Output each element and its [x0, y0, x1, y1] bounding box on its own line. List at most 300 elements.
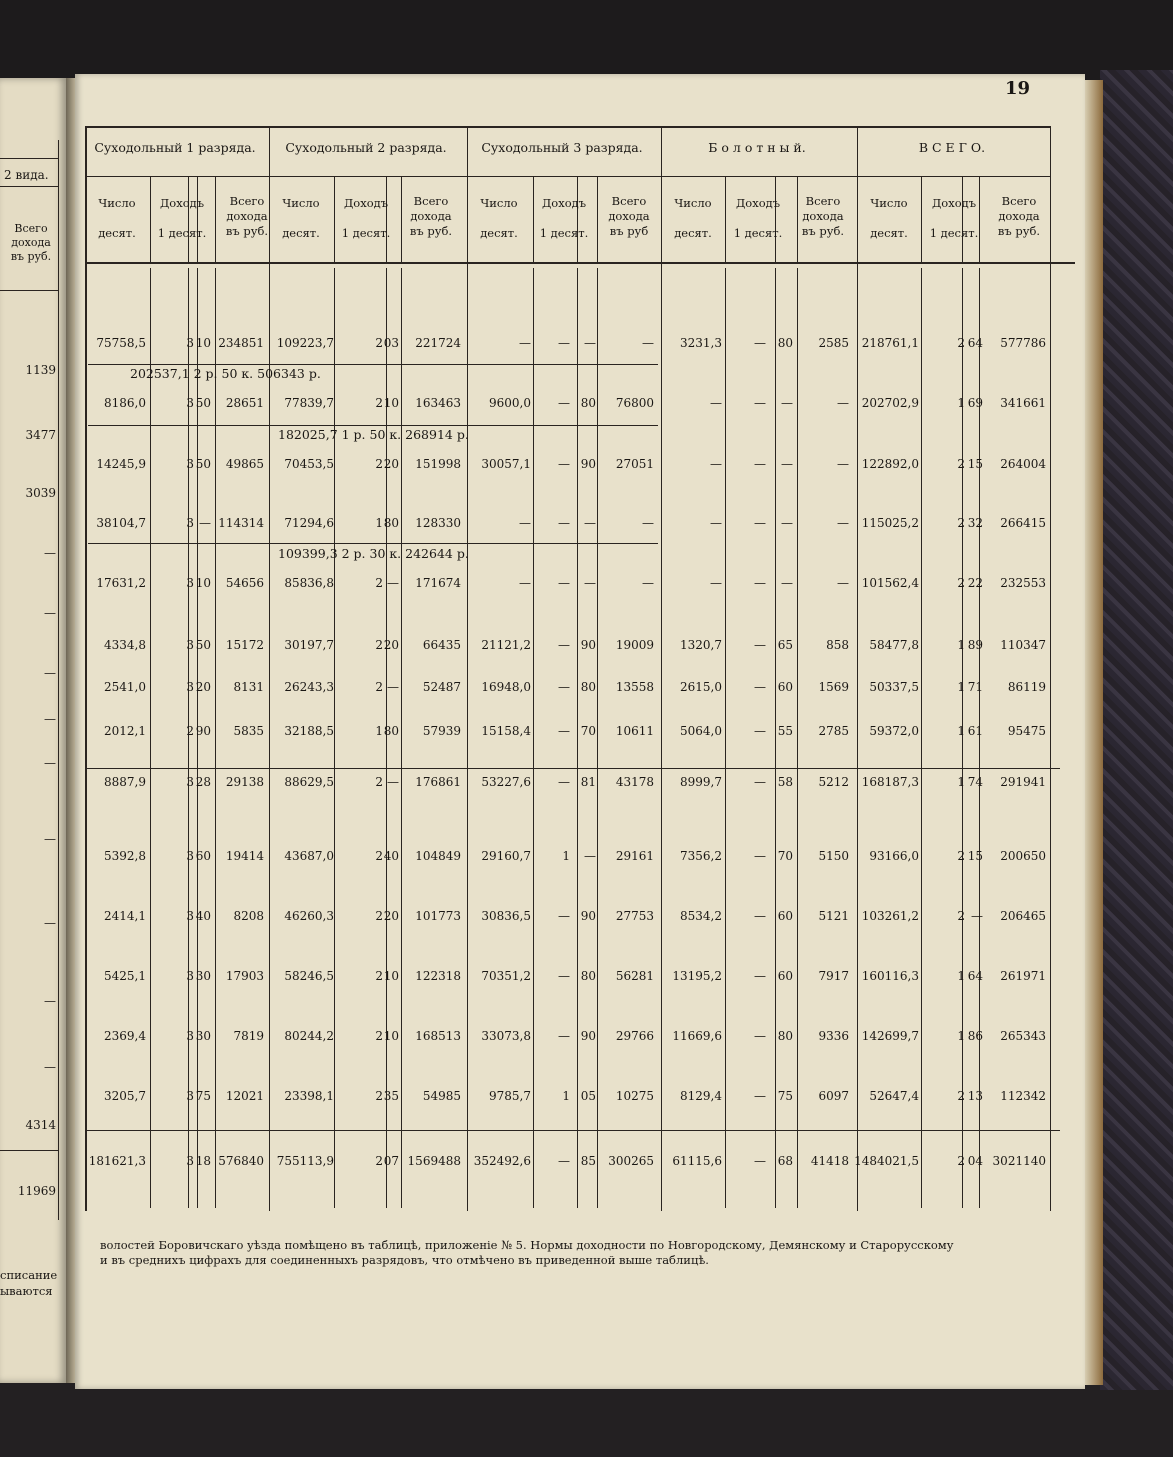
- table-cell: 86: [967, 1029, 983, 1043]
- table-cell: 95475: [1007, 724, 1046, 738]
- table-cell: 69: [967, 396, 983, 410]
- page-number: 19: [1005, 78, 1031, 99]
- table-cell: 2: [375, 909, 383, 923]
- table-cell: —: [387, 775, 399, 789]
- table-cell: 2414,1: [104, 909, 146, 923]
- table-cell: —: [642, 576, 654, 590]
- count-unit-header: [85, 226, 149, 241]
- count-header-line: Число: [674, 196, 712, 210]
- table-cell: 10611: [615, 724, 654, 738]
- total-income-header-line: Всего: [805, 194, 841, 208]
- table-cell: 10275: [615, 1089, 654, 1103]
- page-edge: [1085, 80, 1103, 1385]
- table-cell: 3021140: [992, 1154, 1046, 1168]
- table-cell: 75: [777, 1089, 793, 1103]
- table-cell: 30836,5: [481, 909, 531, 923]
- table-cell: 221724: [415, 336, 461, 350]
- table-cell: —: [558, 724, 570, 738]
- count-header-line: Число: [870, 196, 908, 210]
- table-cell: 2: [375, 396, 383, 410]
- table-cell: 07: [383, 1154, 399, 1168]
- table-cell: 8129,4: [680, 1089, 722, 1103]
- left-rule: [0, 186, 58, 187]
- table-cell: —: [558, 336, 570, 350]
- table-vrule: [775, 176, 776, 262]
- total-income-header: [399, 194, 463, 239]
- table-cell: 3: [186, 336, 194, 350]
- table-cell: 3: [186, 457, 194, 471]
- table-cell: 2: [375, 336, 383, 350]
- table-cell: 10: [383, 396, 399, 410]
- table-cell: 341661: [1000, 396, 1046, 410]
- table-cell: 38104,7: [96, 516, 146, 530]
- table-cell: 30057,1: [481, 457, 531, 471]
- table-cell: 2012,1: [104, 724, 146, 738]
- table-cell: 4334,8: [104, 638, 146, 652]
- table-cell: 103261,2: [861, 909, 919, 923]
- table-vrule: [979, 176, 980, 262]
- table-cell: 1320,7: [680, 638, 722, 652]
- table-cell: —: [584, 849, 596, 863]
- left-value: —: [44, 712, 56, 726]
- income-header: [533, 196, 595, 211]
- table-cell: 40: [383, 849, 399, 863]
- table-cell: —: [710, 457, 722, 471]
- total-income-header-line: Всего: [413, 194, 449, 208]
- total-income-header: [987, 194, 1051, 239]
- table-cell: 17903: [225, 969, 264, 983]
- table-cell: 352492,6: [473, 1154, 531, 1168]
- table-cell: 160116,3: [861, 969, 919, 983]
- table-cell: —: [754, 969, 766, 983]
- group-header-dry3: Суходольный 3 разряда.: [481, 140, 643, 155]
- total-income-header-line: дохода: [226, 209, 268, 223]
- table-cell: 21121,2: [481, 638, 531, 652]
- table-hrule: [85, 176, 1050, 177]
- table-cell: 3: [186, 969, 194, 983]
- left-bottom-line: списание: [0, 1268, 58, 1282]
- table-cell: 19009: [615, 638, 654, 652]
- table-cell: 60: [195, 849, 211, 863]
- left-value: 11969: [17, 1184, 56, 1198]
- table-cell: 30: [195, 969, 211, 983]
- table-cell: 2: [375, 1154, 383, 1168]
- table-cell: 109223,7: [276, 336, 334, 350]
- table-cell: 85836,8: [284, 576, 334, 590]
- table-cell: 7917: [818, 969, 849, 983]
- left-col-label-1: Всего: [14, 222, 48, 235]
- table-cell: 6097: [818, 1089, 849, 1103]
- table-vrule: [533, 176, 534, 262]
- table-cell: 3: [186, 1154, 194, 1168]
- table-cell: 46260,3: [284, 909, 334, 923]
- table-cell: 5121: [818, 909, 849, 923]
- table-cell: 2: [375, 969, 383, 983]
- table-cell: 60: [777, 909, 793, 923]
- table-cell: 200650: [1000, 849, 1046, 863]
- table-hrule: [85, 126, 1050, 128]
- table-cell: 15: [967, 849, 983, 863]
- table-cell: 2: [375, 775, 383, 789]
- table-cell: 27753: [615, 909, 654, 923]
- table-cell: 60: [777, 969, 793, 983]
- table-cell: 234851: [218, 336, 264, 350]
- count-header: [857, 196, 921, 211]
- table-cell: 58: [777, 775, 793, 789]
- table-cell: 9785,7: [489, 1089, 531, 1103]
- table-cell: 5425,1: [104, 969, 146, 983]
- table-cell: 14245,9: [96, 457, 146, 471]
- table-cell: 77839,7: [284, 396, 334, 410]
- table-cell: 05: [580, 1089, 596, 1103]
- left-value: —: [44, 666, 56, 680]
- table-cell: —: [710, 576, 722, 590]
- left-rule: [0, 158, 58, 159]
- table-cell: 20: [383, 638, 399, 652]
- table-cell: 50337,5: [869, 680, 919, 694]
- count-header: [467, 196, 531, 211]
- table-cell: 20: [383, 909, 399, 923]
- income-unit-header: [727, 226, 789, 241]
- table-cell: 80: [777, 1029, 793, 1043]
- total-income-header-line: дохода: [410, 209, 452, 223]
- table-cell: —: [754, 775, 766, 789]
- table-hrule: [88, 425, 658, 426]
- table-cell: —: [642, 336, 654, 350]
- table-vrule: [1050, 126, 1051, 1211]
- left-value: —: [44, 756, 56, 770]
- table-hrule: [88, 364, 658, 365]
- table-cell: 27051: [615, 457, 654, 471]
- table-cell: 43178: [615, 775, 654, 789]
- total-income-header-line: въ руб.: [801, 224, 845, 238]
- table-cell: 122318: [415, 969, 461, 983]
- table-cell: 2: [375, 1089, 383, 1103]
- table-cell: 15172: [225, 638, 264, 652]
- table-cell: 19414: [225, 849, 264, 863]
- table-cell: 3: [186, 680, 194, 694]
- table-cell: 2785: [818, 724, 849, 738]
- table-cell: 104849: [415, 849, 461, 863]
- table-cell: 12021: [225, 1089, 264, 1103]
- table-cell: 86119: [1007, 680, 1046, 694]
- table-cell: —: [558, 516, 570, 530]
- left-col-label-2: дохода: [11, 236, 51, 249]
- total-income-header-line: дохода: [802, 209, 844, 223]
- income-unit-header: [923, 226, 985, 241]
- table-cell: 7356,2: [680, 849, 722, 863]
- table-cell: 29161: [615, 849, 654, 863]
- table-cell: 32188,5: [284, 724, 334, 738]
- table-cell: 41418: [810, 1154, 849, 1168]
- table-cell: 23398,1: [284, 1089, 334, 1103]
- table-cell: 50: [195, 638, 211, 652]
- table-cell: 3: [186, 775, 194, 789]
- table-cell: 858: [826, 638, 849, 652]
- table-cell: 54656: [225, 576, 264, 590]
- table-cell: 30: [195, 1029, 211, 1043]
- table-cell: 15158,4: [481, 724, 531, 738]
- table-cell: —: [558, 909, 570, 923]
- table-cell: 80: [383, 724, 399, 738]
- table-cell: —: [754, 516, 766, 530]
- table-cell: 80: [580, 680, 596, 694]
- table-cell: 206465: [1000, 909, 1046, 923]
- table-cell: 1: [957, 1029, 965, 1043]
- count-unit-header-line: десят.: [674, 226, 712, 240]
- table-cell: —: [558, 1154, 570, 1168]
- income-unit-header-line: 1 десят.: [539, 226, 589, 240]
- table-cell: 85: [580, 1154, 596, 1168]
- table-vrule: [188, 176, 189, 262]
- table-cell: 2: [957, 457, 965, 471]
- table-cell: 2369,4: [104, 1029, 146, 1043]
- table-cell: 2: [957, 336, 965, 350]
- table-cell: 1: [957, 969, 965, 983]
- table-cell: 2: [186, 724, 194, 738]
- table-cell: —: [971, 909, 983, 923]
- table-cell: 264004: [1000, 457, 1046, 471]
- count-header-line: Число: [480, 196, 518, 210]
- count-unit-header-line: десят.: [870, 226, 908, 240]
- table-cell: —: [754, 1089, 766, 1103]
- table-cell: 5835: [233, 724, 264, 738]
- table-cell: 168513: [415, 1029, 461, 1043]
- merged-row-label: 109399,3 2 р. 30 к. 242644 р.: [278, 546, 469, 561]
- group-header-dry2: Суходольный 2 разряда.: [285, 140, 447, 155]
- table-cell: —: [754, 1154, 766, 1168]
- count-unit-header-line: десят.: [98, 226, 136, 240]
- table-cell: 70: [777, 849, 793, 863]
- table-cell: 151998: [415, 457, 461, 471]
- table-cell: 112342: [1000, 1089, 1046, 1103]
- left-bottom-line: ываются: [0, 1284, 53, 1298]
- table-cell: —: [837, 576, 849, 590]
- table-cell: 8534,2: [680, 909, 722, 923]
- table-vrule: [857, 126, 858, 1211]
- table-cell: 90: [580, 457, 596, 471]
- count-unit-header-line: десят.: [480, 226, 518, 240]
- table-hrule: [88, 543, 658, 544]
- table-cell: 1: [957, 775, 965, 789]
- count-header-line: Число: [98, 196, 136, 210]
- table-cell: 101562,4: [861, 576, 919, 590]
- table-cell: 20: [383, 457, 399, 471]
- table-cell: 29138: [225, 775, 264, 789]
- income-unit-header: [533, 226, 595, 241]
- left-value: —: [44, 832, 56, 846]
- table-cell: 2585: [818, 336, 849, 350]
- table-cell: 28651: [225, 396, 264, 410]
- table-cell: 10: [383, 969, 399, 983]
- table-cell: —: [754, 576, 766, 590]
- table-cell: 74: [967, 775, 983, 789]
- merged-row-label: 202537,1 2 р. 50 к. 506343 р.: [130, 366, 321, 381]
- table-cell: 61115,6: [672, 1154, 722, 1168]
- left-value: —: [44, 546, 56, 560]
- table-cell: 55: [777, 724, 793, 738]
- table-cell: 3: [186, 1029, 194, 1043]
- table-cell: —: [781, 516, 793, 530]
- income-unit-header: [151, 226, 213, 241]
- table-cell: 88629,5: [284, 775, 334, 789]
- table-cell: 576840: [218, 1154, 264, 1168]
- table-cell: 20: [195, 680, 211, 694]
- count-unit-header: [661, 226, 725, 241]
- table-cell: 22: [967, 576, 983, 590]
- table-vrule: [386, 176, 387, 262]
- table-cell: —: [558, 457, 570, 471]
- table-cell: 265343: [1000, 1029, 1046, 1043]
- total-income-header-line: Всего: [611, 194, 647, 208]
- table-cell: —: [558, 969, 570, 983]
- table-cell: —: [387, 576, 399, 590]
- table-cell: 52487: [422, 680, 461, 694]
- table-cell: —: [710, 516, 722, 530]
- table-cell: 53227,6: [481, 775, 531, 789]
- table-cell: —: [558, 775, 570, 789]
- income-unit-header: [335, 226, 397, 241]
- table-cell: 90: [580, 909, 596, 923]
- table-cell: 7819: [233, 1029, 264, 1043]
- left-value: —: [44, 606, 56, 620]
- table-cell: 8131: [233, 680, 264, 694]
- table-cell: 168187,3: [861, 775, 919, 789]
- merged-row-label: 182025,7 1 р. 50 к. 268914 р.: [278, 427, 469, 442]
- table-cell: —: [519, 576, 531, 590]
- table-cell: 43687,0: [284, 849, 334, 863]
- table-cell: 128330: [415, 516, 461, 530]
- table-hrule: [85, 1130, 1060, 1131]
- total-income-header-line: Всего: [229, 194, 265, 208]
- table-cell: 176861: [415, 775, 461, 789]
- table-cell: 3: [186, 516, 194, 530]
- total-income-header: [597, 194, 661, 239]
- table-cell: —: [837, 516, 849, 530]
- count-header: [661, 196, 725, 211]
- table-cell: —: [519, 516, 531, 530]
- left-value: 4314: [25, 1118, 56, 1132]
- table-cell: 1: [562, 1089, 570, 1103]
- table-cell: 71294,6: [284, 516, 334, 530]
- table-cell: 5150: [818, 849, 849, 863]
- table-cell: 3205,7: [104, 1089, 146, 1103]
- table-cell: 291941: [1000, 775, 1046, 789]
- income-header: [727, 196, 789, 211]
- table-cell: 110347: [1000, 638, 1046, 652]
- table-cell: —: [754, 457, 766, 471]
- table-cell: —: [519, 336, 531, 350]
- table-cell: 5212: [818, 775, 849, 789]
- table-cell: 80244,2: [284, 1029, 334, 1043]
- table-cell: 1: [957, 724, 965, 738]
- table-cell: 3: [186, 1089, 194, 1103]
- table-cell: —: [754, 909, 766, 923]
- table-cell: —: [754, 638, 766, 652]
- left-rule: [0, 290, 58, 291]
- table-cell: 03: [383, 336, 399, 350]
- table-vrule: [150, 176, 151, 262]
- table-cell: 10: [195, 336, 211, 350]
- table-cell: —: [558, 396, 570, 410]
- count-unit-header: [467, 226, 531, 241]
- table-cell: 3231,3: [680, 336, 722, 350]
- table-cell: —: [584, 576, 596, 590]
- table-cell: 2: [957, 516, 965, 530]
- table-cell: 10: [195, 576, 211, 590]
- left-value: 3039: [25, 486, 56, 500]
- table-cell: 71: [967, 680, 983, 694]
- table-cell: 3: [186, 849, 194, 863]
- table-cell: 122892,0: [861, 457, 919, 471]
- table-cell: 755113,9: [276, 1154, 334, 1168]
- income-header-line: Доходъ: [343, 196, 389, 210]
- table-cell: 81: [580, 775, 596, 789]
- table-cell: 2: [375, 638, 383, 652]
- table-cell: 114314: [218, 516, 264, 530]
- table-cell: 13195,2: [672, 969, 722, 983]
- table-cell: 2541,0: [104, 680, 146, 694]
- table-cell: —: [584, 516, 596, 530]
- table-cell: 66435: [422, 638, 461, 652]
- table-cell: —: [781, 396, 793, 410]
- table-cell: 13: [967, 1089, 983, 1103]
- table-cell: 2: [375, 849, 383, 863]
- table-cell: 115025,2: [861, 516, 919, 530]
- table-cell: 75: [195, 1089, 211, 1103]
- table-cell: 76800: [615, 396, 654, 410]
- table-cell: 80: [580, 969, 596, 983]
- table-vrule: [467, 126, 468, 1211]
- table-cell: 2: [375, 680, 383, 694]
- table-cell: 64: [967, 336, 983, 350]
- left-page-col-label: [8, 222, 54, 264]
- income-unit-header-line: 1 десят.: [929, 226, 979, 240]
- income-unit-header-line: 1 десят.: [733, 226, 783, 240]
- table-cell: —: [584, 336, 596, 350]
- table-cell: 218761,1: [861, 336, 919, 350]
- left-page-header: 2 вида.: [4, 168, 49, 182]
- group-header-total: В С Е Г О.: [918, 140, 986, 155]
- table-hrule: [85, 262, 1075, 264]
- income-header: [923, 196, 985, 211]
- table-cell: 181621,3: [88, 1154, 146, 1168]
- table-cell: 29160,7: [481, 849, 531, 863]
- table-cell: 58477,8: [869, 638, 919, 652]
- table-cell: —: [710, 396, 722, 410]
- table-cell: 1484021,5: [854, 1154, 919, 1168]
- table-cell: 15: [967, 457, 983, 471]
- table-cell: 3: [186, 396, 194, 410]
- table-vrule: [85, 126, 87, 1211]
- scan-background-top: [0, 0, 1173, 80]
- table-cell: —: [754, 336, 766, 350]
- table-cell: 52647,4: [869, 1089, 919, 1103]
- table-cell: 8186,0: [104, 396, 146, 410]
- table-cell: 80: [777, 336, 793, 350]
- table-cell: 163463: [415, 396, 461, 410]
- table-cell: —: [837, 396, 849, 410]
- total-income-header-line: дохода: [608, 209, 650, 223]
- count-header-line: Число: [282, 196, 320, 210]
- left-value: 1139: [25, 363, 56, 377]
- table-cell: —: [754, 849, 766, 863]
- table-cell: 04: [967, 1154, 983, 1168]
- table-cell: 33073,8: [481, 1029, 531, 1043]
- table-cell: —: [558, 1029, 570, 1043]
- income-unit-header-line: 1 десят.: [157, 226, 207, 240]
- count-unit-header: [857, 226, 921, 241]
